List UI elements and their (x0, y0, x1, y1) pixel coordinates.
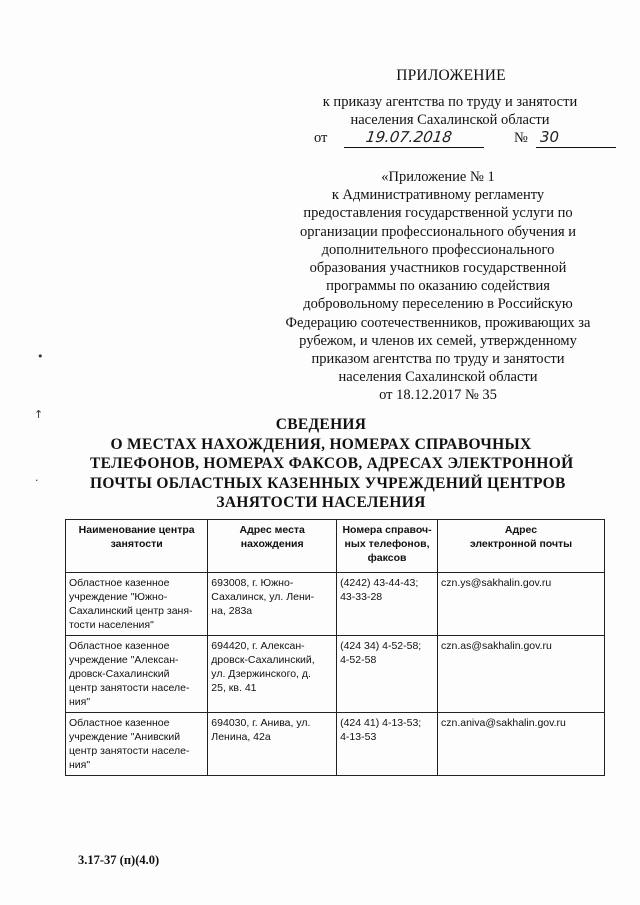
regulation-line: дополнительного профессионального (321, 241, 555, 258)
address-cell: 694420, г. Алексан- дровск-Сахалинский, ул. Дзержинского, д. 25, кв. 41 (208, 636, 337, 713)
regulation-reference (280, 168, 596, 405)
regulation-line: «Приложение № 1 (381, 169, 495, 185)
order-line-1: к приказу агентства по труду и занятости (322, 94, 578, 110)
heading-line: ЗАНЯТОСТИ НАСЕЛЕНИЯ (216, 494, 426, 511)
document-heading (90, 415, 574, 513)
email-cell: czn.ys@sakhalin.gov.ru (438, 573, 605, 636)
phones-cell: (4242) 43-44-43; 43-33-28 (337, 573, 438, 636)
employment-centers-table (65, 519, 605, 776)
header-phones: Номера справоч- ных телефонов, факсов (337, 520, 438, 573)
document-code: 3.17-37 (п)(4.0) (78, 853, 160, 867)
phones-cell: (424 34) 4-52-58; 4-52-58 (337, 636, 438, 713)
regulation-line: организации профессионального обучения и (299, 223, 577, 240)
header-address: Адрес места нахождения (208, 520, 337, 573)
phones-cell: (424 41) 4-13-53; 4-13-53 (337, 713, 438, 776)
scan-mark: • (37, 350, 44, 363)
regulation-line: предоставления государственной услуги по (303, 205, 573, 222)
regulation-line: добровольному переселению в Российскую (303, 296, 573, 313)
number-underline (536, 147, 616, 148)
regulation-line: от 18.12.2017 № 35 (379, 387, 497, 404)
scan-mark: ↑ (34, 408, 44, 421)
regulation-line: Федерацию соотечественников, проживающих за (285, 314, 591, 331)
heading-line: ПОЧТЫ ОБЛАСТНЫХ КАЗЕННЫХ УЧРЕЖДЕНИЙ ЦЕНТРОВ (90, 474, 566, 492)
address-cell: 694030, г. Анива, ул. Ленина, 42а (208, 713, 337, 776)
center-name-cell: Областное казенное учреждение "Алексан- дровск-Сахалинский центр занятости населе- ния" (66, 636, 208, 713)
scan-mark: · (35, 474, 39, 487)
regulation-line: приказом агентства по труду и занятости (311, 351, 565, 368)
regulation-line: образования участников государственной (309, 260, 567, 277)
header-name: Наименование центра занятости (66, 520, 208, 573)
address-cell: 693008, г. Южно- Сахалинск, ул. Лени- на, 283а (208, 573, 337, 636)
center-name-cell: Областное казенное учреждение "Анивский центр занятости населе- ния" (66, 713, 208, 776)
heading-line: СВЕДЕНИЯ (275, 416, 367, 433)
regulation-line: к Административному регламенту (331, 187, 545, 204)
center-name-cell: Областное казенное учреждение "Южно- Сахалинский центр заня- тости населения" (66, 573, 208, 636)
regulation-line: населения Сахалинской области (338, 369, 538, 386)
table-row (66, 573, 605, 636)
date-underline (344, 147, 484, 148)
heading-line: ТЕЛЕФОНОВ, НОМЕРАХ ФАКСОВ, АДРЕСАХ ЭЛЕКТРОННОЙ (90, 455, 574, 472)
regulation-line: рубежом, и членов их семей, утвержденному (299, 332, 577, 349)
table-row (66, 713, 605, 776)
number-label: № (514, 130, 528, 146)
email-cell: czn.aniva@sakhalin.gov.ru (438, 713, 605, 776)
table-header-row (66, 520, 605, 573)
header-email: Адрес электронной почты (438, 520, 605, 573)
heading-line: О МЕСТАХ НАХОЖДЕНИЯ, НОМЕРАХ СПРАВОЧНЫХ (110, 435, 532, 453)
handwritten-number: 30 (540, 128, 560, 146)
appendix-title: ПРИЛОЖЕНИЕ (396, 67, 506, 84)
email-cell: czn.as@sakhalin.gov.ru (438, 636, 605, 713)
date-label: от (314, 130, 328, 146)
regulation-line: программы по оказанию содействия (326, 278, 550, 295)
table-row (66, 636, 605, 713)
handwritten-date: 19.07.2018 (364, 128, 454, 146)
order-line-2: населения Сахалинской области (350, 112, 550, 128)
order-date-row (314, 130, 614, 152)
